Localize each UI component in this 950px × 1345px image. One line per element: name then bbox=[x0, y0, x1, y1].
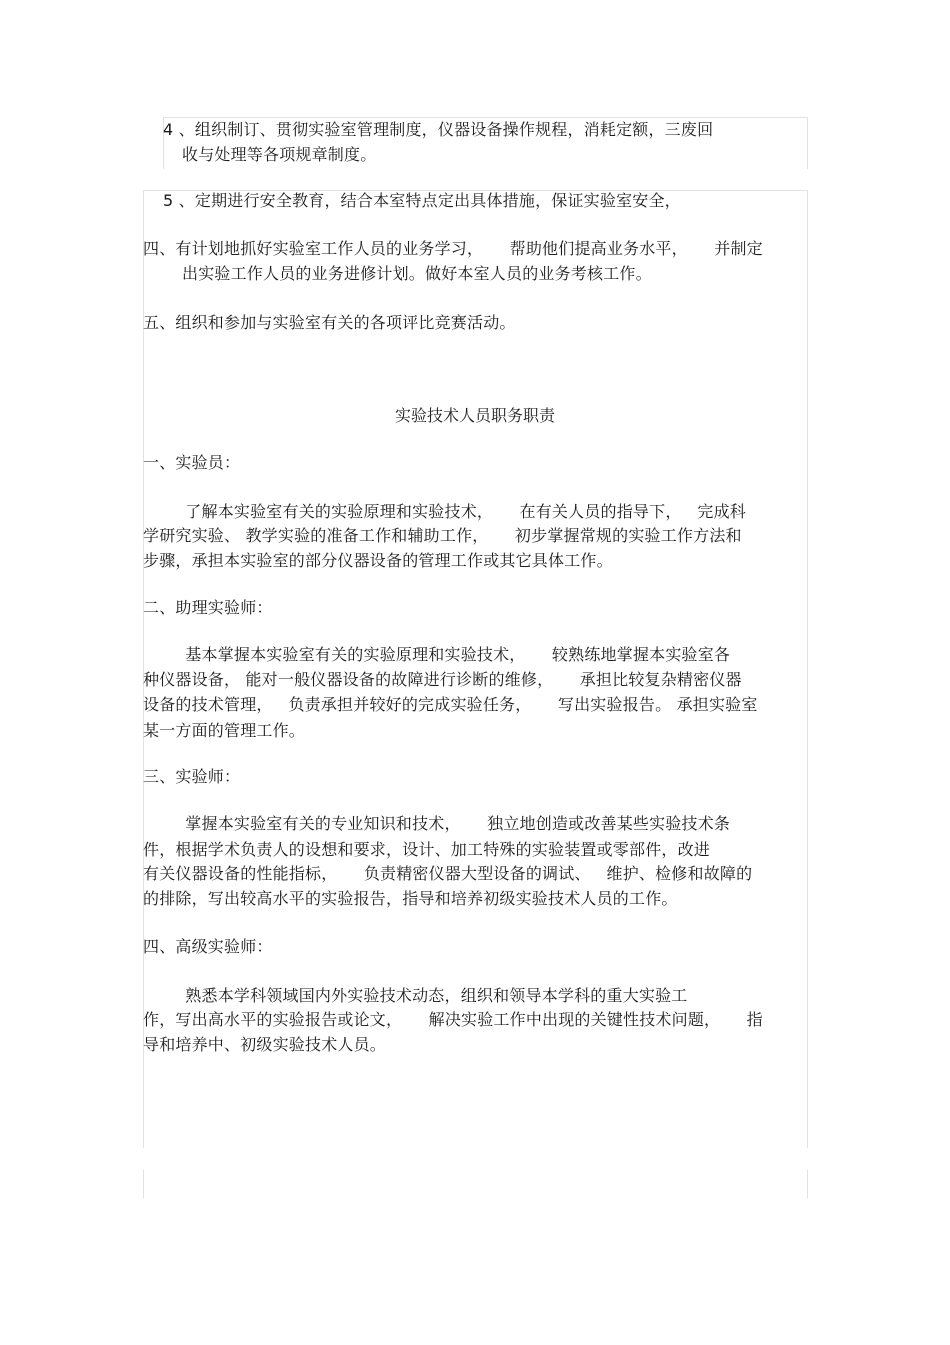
role-paragraph-line: 掌握本实验室有关的专业知识和技术， 独立地创造或改善某些实验技术条 bbox=[143, 814, 731, 833]
role-paragraph-line: 作，写出高水平的实验报告或论文， 解决实验工作中出现的关键性技术问题， 指 bbox=[143, 1010, 763, 1029]
role-paragraph-line: 熟悉本学科领域国内外实验技术动态，组织和领导本学科的重大实验工 bbox=[143, 986, 688, 1005]
page-title: 实验技术人员职务职责 bbox=[394, 406, 555, 425]
role-heading: 一、实验员： bbox=[143, 453, 241, 472]
role-paragraph-line: 导和培养中、初级实验技术人员。 bbox=[143, 1035, 387, 1054]
role-paragraph-line: 件，根据学术负责人的设想和要求，设计、加工特殊的实验装置或零部件，改进 bbox=[143, 840, 711, 859]
role-paragraph-line: 步骤，承担本实验室的部分仪器设备的管理工作或其它具体工作。 bbox=[143, 551, 613, 570]
item5: 5 、定期进行安全教育，结合本室特点定出具体措施，保证实验室安全， bbox=[163, 191, 681, 210]
frame-bottom bbox=[143, 1170, 808, 1198]
role-paragraph-line: 学研究实验、 教学实验的准备工作和辅助工作， 初步掌握常规的实验工作方法和 bbox=[143, 526, 742, 545]
role-paragraph-line: 种仪器设备， 能对一般仪器设备的故障进行诊断的维修， 承担比较复杂精密仪器 bbox=[143, 670, 742, 689]
role-paragraph-line: 了解本实验室有关的实验原理和实验技术， 在有关人员的指导下， 完成科 bbox=[143, 502, 746, 521]
role-paragraph-line: 基本掌握本实验室有关的实验原理和实验技术， 较熟练地掌握本实验室各 bbox=[143, 645, 731, 664]
role-paragraph-line: 某一方面的管理工作。 bbox=[143, 721, 306, 740]
role-heading: 二、助理实验师： bbox=[143, 598, 273, 617]
role-heading: 四、高级实验师： bbox=[143, 937, 273, 956]
item4-line2: 收与处理等各项规章制度。 bbox=[182, 145, 377, 164]
item-four-line1: 四、有计划地抓好实验室工作人员的业务学习， 帮助他们提高业务水平， 并制定 bbox=[143, 239, 763, 258]
role-paragraph-line: 有关仪器设备的性能指标， 负责精密仪器大型设备的调试、 维护、检修和故障的 bbox=[143, 864, 753, 883]
item4-line1: 4 、组织制订、贯彻实验室管理制度，仪器设备操作规程，消耗定额，三废回 bbox=[163, 120, 714, 139]
role-paragraph-line: 设备的技术管理， 负责承担并较好的完成实验任务， 写出实验报告。 承担实验室 bbox=[143, 695, 758, 714]
item-five: 五、组织和参加与实验室有关的各项评比竞赛活动。 bbox=[143, 313, 516, 332]
role-heading: 三、实验师： bbox=[143, 767, 241, 786]
role-paragraph-line: 的排除，写出较高水平的实验报告，指导和培养初级实验技术人员的工作。 bbox=[143, 889, 678, 908]
item-four-line2: 出实验工作人员的业务进修计划。做好本室人员的业务考核工作。 bbox=[182, 264, 652, 283]
